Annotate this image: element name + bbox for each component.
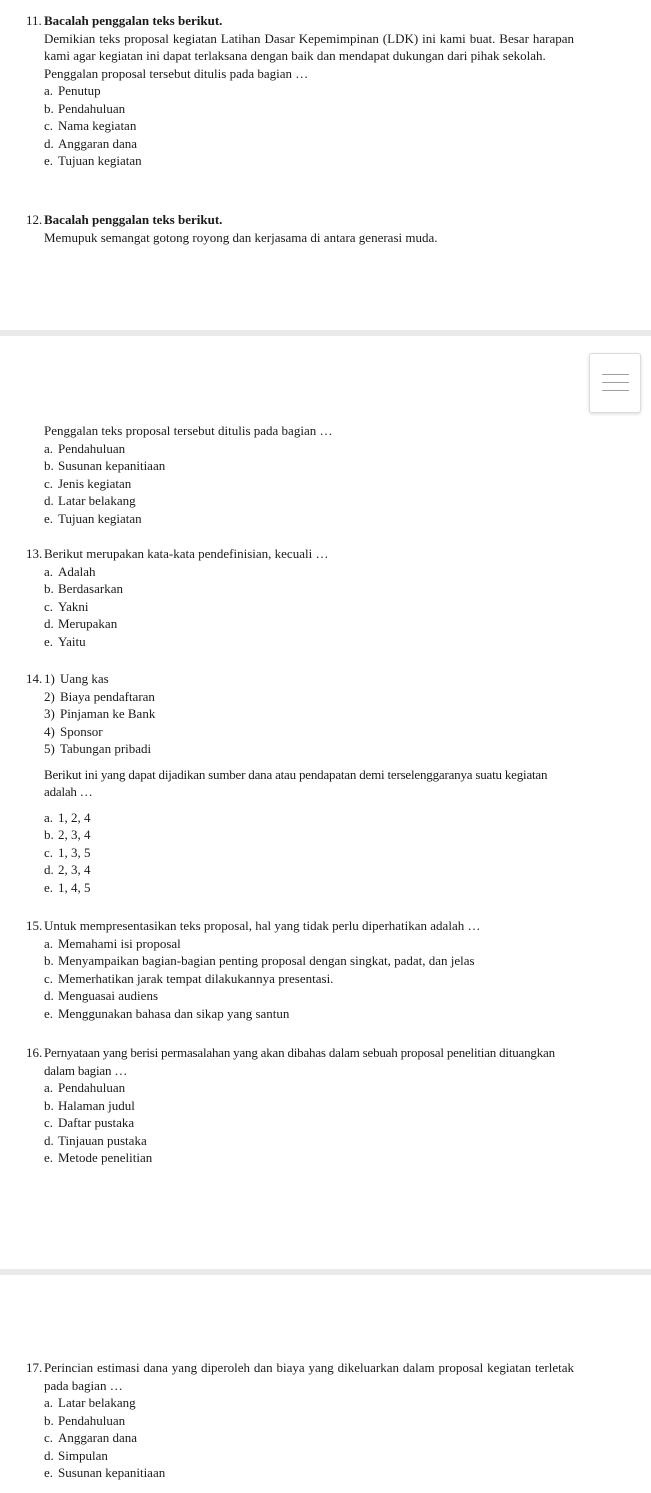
options-list	[44, 440, 574, 528]
excerpt-paragraph: Demikian teks proposal kegiatan Latihan Dasar Kepemimpinan (LDK) ini kami buat. Besar harapan kami agar kegiatan ini dapat terlaksana dengan baik dan mendapat dukungan dari pihak sekolah.	[44, 30, 574, 63]
options-list	[44, 563, 574, 651]
option-c[interactable]: c. Jenis kegiatan	[44, 475, 132, 491]
option-e[interactable]: e. Tujuan kegiatan	[44, 510, 142, 526]
menu-button[interactable]	[589, 353, 641, 413]
question-11	[26, 12, 574, 170]
options-list	[44, 82, 574, 170]
question-text: Berikut ini yang dapat dijadikan sumber dana atau pendapatan demi terselenggaranya suatu kegiatan adalah …	[44, 766, 548, 799]
question-13	[26, 545, 574, 650]
option-b[interactable]: b. Pendahuluan	[44, 1412, 126, 1428]
option-b[interactable]: b. Berdasarkan	[44, 581, 123, 596]
hamburger-icon-line	[602, 390, 629, 391]
option-a[interactable]: a. 1, 2, 4	[44, 809, 91, 825]
question-number: 15.	[26, 918, 43, 933]
option-d[interactable]: d. Latar belakang	[44, 493, 136, 508]
sources-list	[44, 670, 574, 758]
option-e[interactable]: e. Menggunakan bahasa dan sikap yang santun	[44, 1005, 290, 1021]
question-text: Penggalan proposal tersebut ditulis pada bagian …	[44, 65, 309, 81]
question-number: 11.	[26, 13, 42, 28]
question-text: Penggalan teks proposal tersebut ditulis pada bagian …	[44, 423, 333, 438]
list-item: 1) Uang kas	[44, 671, 109, 686]
option-c[interactable]: c. Nama kegiatan	[44, 118, 137, 133]
question-12	[26, 211, 574, 246]
option-c[interactable]: c. Memerhatikan jarak tempat dilakukannya presentasi.	[44, 970, 334, 986]
page-divider	[0, 330, 651, 336]
option-a[interactable]: a. Latar belakang	[44, 1395, 136, 1410]
option-c[interactable]: c. 1, 3, 5	[44, 844, 91, 860]
question-text: Pernyataan yang berisi permasalahan yang akan dibahas dalam sebuah proposal penelitian dituangkan dalam bagian …	[44, 1045, 555, 1078]
options-list	[44, 1079, 574, 1167]
option-d[interactable]: d. Anggaran dana	[44, 135, 138, 151]
option-b[interactable]: b. 2, 3, 4	[44, 827, 91, 842]
hamburger-icon	[602, 374, 629, 375]
option-a[interactable]: a. Adalah	[44, 563, 96, 579]
options-list	[44, 809, 574, 897]
question-number: 14.	[26, 671, 43, 686]
question-14	[26, 670, 574, 896]
option-d[interactable]: d. Menguasai audiens	[44, 988, 159, 1003]
options-list	[44, 935, 574, 1023]
list-item: 3) Pinjaman ke Bank	[44, 706, 156, 721]
list-item: 4) Sponsor	[44, 723, 103, 739]
option-b[interactable]: b. Halaman judul	[44, 1097, 135, 1113]
option-b[interactable]: b. Menyampaikan bagian-bagian penting proposal dengan singkat, padat, dan jelas	[44, 953, 475, 968]
question-number: 17.	[26, 1360, 43, 1375]
question-12-continued	[44, 422, 574, 527]
list-item: 2) Biaya pendaftaran	[44, 688, 155, 704]
question-15	[26, 917, 574, 1022]
option-a[interactable]: a. Memahami isi proposal	[44, 935, 181, 951]
option-d[interactable]: d. Merupakan	[44, 616, 118, 631]
question-number: 16.	[26, 1045, 43, 1060]
list-item: 5) Tabungan pribadi	[44, 741, 152, 756]
excerpt-paragraph: Memupuk semangat gotong royong dan kerjasama di antara generasi muda.	[44, 229, 438, 245]
option-e[interactable]: e. Tujuan kegiatan	[44, 153, 142, 168]
question-title: Bacalah penggalan teks berikut.	[44, 13, 223, 28]
option-e[interactable]: e. Yaitu	[44, 633, 86, 649]
question-title: Bacalah penggalan teks berikut.	[44, 212, 223, 227]
question-text: Berikut merupakan kata-kata pendefinisian, kecuali …	[44, 546, 329, 561]
option-c[interactable]: c. Yakni	[44, 598, 89, 614]
option-e[interactable]: e. Susunan kepanitiaan	[44, 1465, 166, 1480]
page-divider	[0, 1269, 651, 1275]
option-b[interactable]: b. Pendahuluan	[44, 100, 126, 116]
option-d[interactable]: d. Simpulan	[44, 1447, 108, 1463]
option-c[interactable]: c. Anggaran dana	[44, 1430, 138, 1445]
option-e[interactable]: e. Metode penelitian	[44, 1150, 153, 1165]
option-d[interactable]: d. 2, 3, 4	[44, 862, 91, 877]
option-a[interactable]: a. Pendahuluan	[44, 440, 126, 456]
question-text: Untuk mempresentasikan teks proposal, hal yang tidak perlu diperhatikan adalah …	[44, 918, 481, 933]
option-a[interactable]: a. Penutup	[44, 83, 101, 98]
question-16	[26, 1044, 574, 1167]
options-list	[44, 1394, 574, 1482]
question-17	[26, 1359, 574, 1482]
hamburger-icon-line	[602, 382, 629, 383]
question-text: Perincian estimasi dana yang diperoleh dan biaya yang dikeluarkan dalam proposal kegiatan terletak pada bagian …	[44, 1360, 574, 1393]
option-a[interactable]: a. Pendahuluan	[44, 1080, 126, 1095]
question-number: 12.	[26, 212, 43, 227]
option-b[interactable]: b. Susunan kepanitiaan	[44, 458, 166, 473]
question-number: 13.	[26, 546, 43, 561]
option-e[interactable]: e. 1, 4, 5	[44, 879, 91, 895]
option-d[interactable]: d. Tinjauan pustaka	[44, 1132, 147, 1148]
option-c[interactable]: c. Daftar pustaka	[44, 1115, 135, 1130]
